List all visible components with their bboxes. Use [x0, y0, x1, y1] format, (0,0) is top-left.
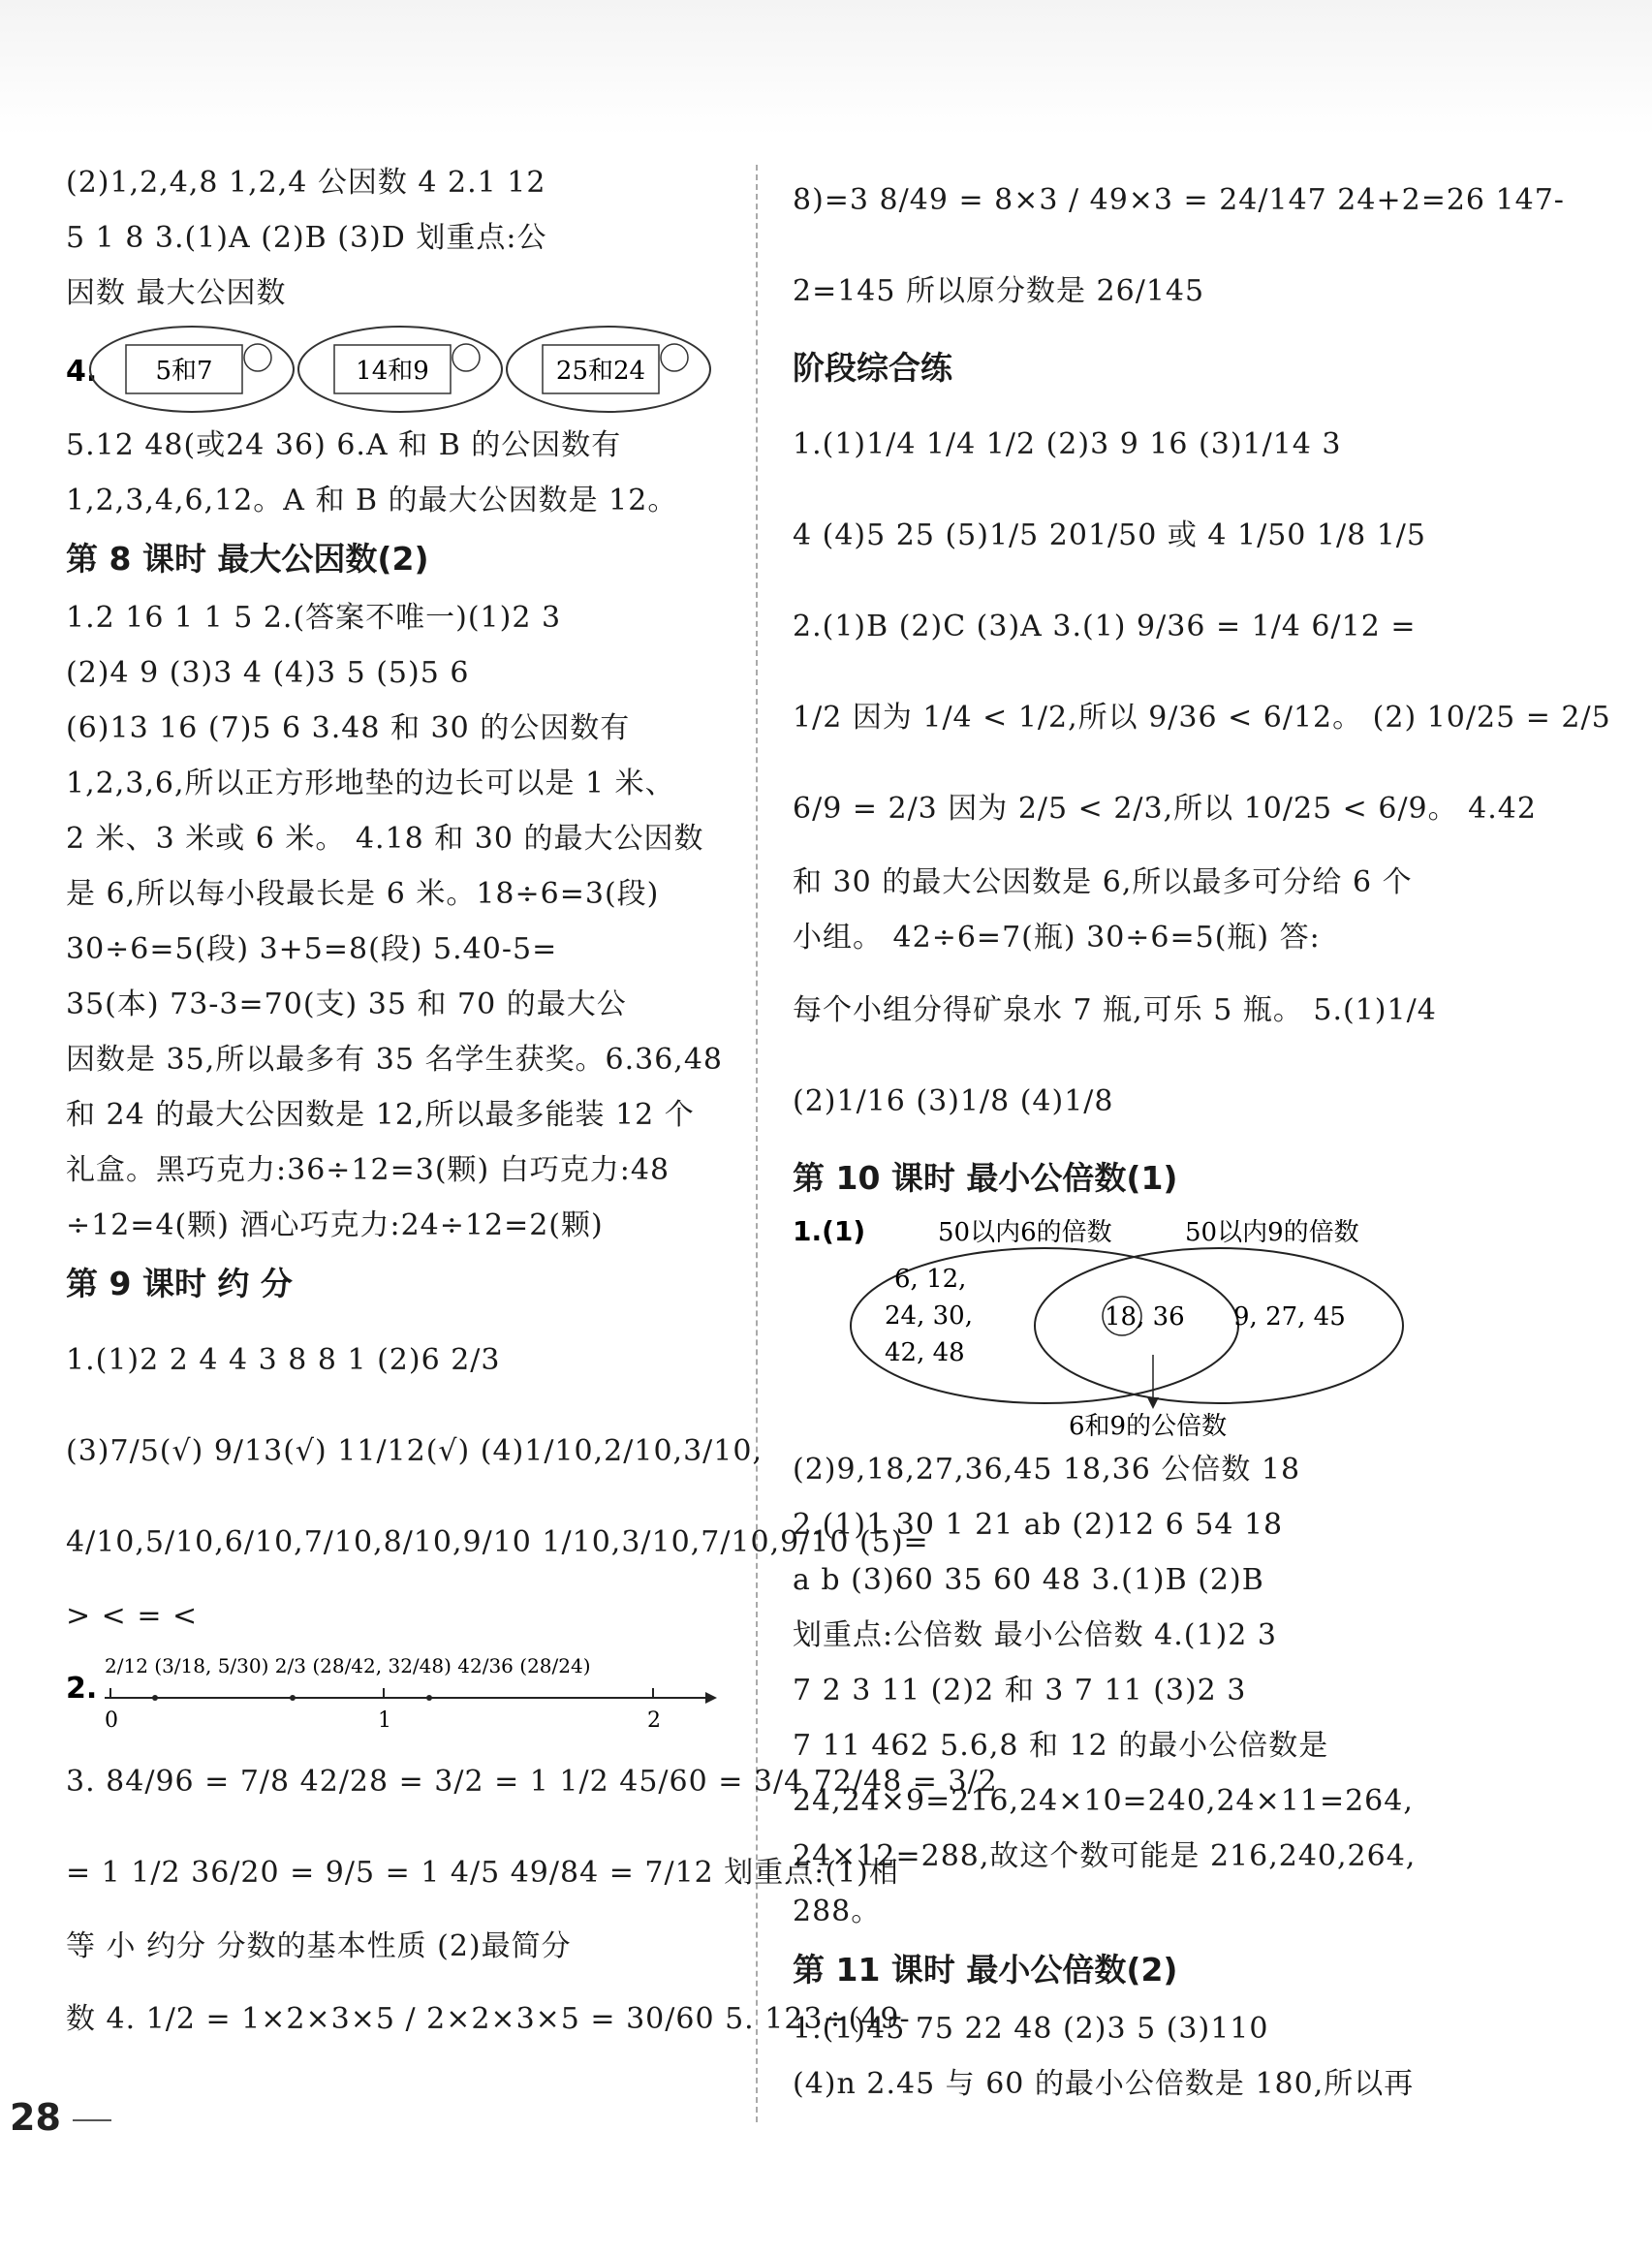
- text-line: 7 2 3 11 (2)2 和 3 7 11 (3)2 3: [793, 1674, 1247, 1708]
- text-line: 和 30 的最大公因数是 6,所以最多可分给 6 个: [793, 865, 1413, 899]
- section-8-title: 第 8 课时 最大公因数(2): [66, 540, 429, 578]
- text-line: (4)n 2.45 与 60 的最小公倍数是 180,所以再: [793, 2067, 1415, 2101]
- venn-right-item: 9, 27, 45: [1233, 1302, 1346, 1332]
- venn-right-title: 50以内9的倍数: [1185, 1218, 1359, 1247]
- page-number-dash: [73, 2119, 111, 2121]
- text-line: 礼盒。黑巧克力:36÷12=3(颗) 白巧克力:48: [66, 1153, 670, 1187]
- text-line: 1.(1)2 2 4 4 3 8 8 1 (2)6 2/3: [66, 1343, 501, 1377]
- text-line: 2 米、3 米或 6 米。 4.18 和 30 的最大公因数: [66, 822, 704, 856]
- page-number-text: 28: [10, 2096, 61, 2139]
- number-line-svg: [66, 1644, 725, 1737]
- text-line: (2)1/16 (3)1/8 (4)1/8: [793, 1084, 1114, 1118]
- venn-left-item: 42, 48: [885, 1338, 965, 1367]
- arrow-down-icon: [1147, 1397, 1159, 1409]
- text-line: 小组。 42÷6=7(瓶) 30÷6=5(瓶) 答:: [793, 921, 1321, 955]
- flower-icon: [244, 344, 271, 371]
- text-line: 1.(1)45 75 22 48 (2)3 5 (3)110: [793, 2012, 1269, 2046]
- venn-left-item: 24, 30,: [885, 1301, 973, 1331]
- number-line-label: 2.: [66, 1672, 98, 1706]
- text-line: 7 11 462 5.6,8 和 12 的最小公倍数是: [793, 1729, 1329, 1763]
- tick-label: 1: [378, 1708, 391, 1733]
- option-oval-2: [298, 327, 502, 412]
- venn-figure: [793, 1209, 1451, 1442]
- option-oval-3: [507, 327, 710, 412]
- text-line: 5.12 48(或24 36) 6.A 和 B 的公因数有: [66, 428, 622, 462]
- stage-title: 阶段综合练: [793, 349, 952, 387]
- text-line: 5 1 8 3.(1)A (2)B (3)D 划重点:公: [66, 221, 547, 255]
- text-line: > < = <: [66, 1599, 199, 1633]
- venn-left-title: 50以内6的倍数: [938, 1218, 1112, 1247]
- text-line: 数 4. 1/2 = 1×2×3×5 / 2×2×3×5 = 30/60 5. 123÷(49-: [66, 2002, 911, 2036]
- flower-icon: [452, 344, 480, 371]
- text-line: 6/9 = 2/3 因为 2/5 < 2/3,所以 10/25 < 6/9。 4.42: [793, 792, 1537, 826]
- text-line: 288。: [793, 1895, 882, 1928]
- venn-left-item: 6, 12,: [894, 1265, 967, 1294]
- text-line: 1.(1)1/4 1/4 1/2 (2)3 9 16 (3)1/14 3: [793, 427, 1342, 461]
- text-line: 和 24 的最大公因数是 12,所以最多能装 12 个: [66, 1098, 695, 1132]
- text-line: 2.(1)B (2)C (3)A 3.(1) 9/36 = 1/4 6/12 =: [793, 610, 1417, 643]
- text-line: 4/10,5/10,6/10,7/10,8/10,9/10 1/10,3/10,7/10,9/10 (5)=: [66, 1525, 929, 1559]
- option-text: 25和24: [555, 357, 646, 386]
- text-line: 24×12=288,故这个数可能是 216,240,264,: [793, 1839, 1417, 1873]
- option-text: 5和7: [155, 357, 213, 386]
- text-line: 1,2,3,4,6,12。A 和 B 的最大公因数是 12。: [66, 484, 678, 517]
- text-line: 35(本) 73-3=70(支) 35 和 70 的最大公: [66, 987, 627, 1021]
- text-line: ÷12=4(颗) 酒心巧克力:24÷12=2(颗): [66, 1208, 604, 1242]
- text-line: = 1 1/2 36/20 = 9/5 = 1 4/5 49/84 = 7/12 划重点:(1)相: [66, 1856, 899, 1890]
- text-line: (2)9,18,27,36,45 18,36 公倍数 18: [793, 1453, 1301, 1487]
- point-marker: [152, 1695, 158, 1701]
- q4-label: 4.: [66, 355, 98, 389]
- page-top-shadow: [0, 0, 1652, 136]
- text-line: 2.(1)1 30 1 21 ab (2)12 6 54 18: [793, 1508, 1284, 1542]
- text-line: 1.2 16 1 1 5 2.(答案不唯一)(1)2 3: [66, 601, 562, 635]
- text-line: (6)13 16 (7)5 6 3.48 和 30 的公因数有: [66, 711, 631, 745]
- section-10-title: 第 10 课时 最小公倍数(1): [793, 1159, 1178, 1197]
- text-line: 划重点:公倍数 最小公倍数 4.(1)2 3: [793, 1618, 1278, 1652]
- text-line: 因数 最大公因数: [66, 276, 287, 310]
- venn-intersection: 18, 36: [1105, 1302, 1185, 1332]
- point-marker: [426, 1695, 432, 1701]
- tick-label: 0: [105, 1708, 118, 1733]
- text-line: 1/2 因为 1/4 < 1/2,所以 9/36 < 6/12。 (2) 10/25 = 2/5: [793, 701, 1611, 735]
- venn-diagram: [793, 1209, 1451, 1442]
- venn-right-ellipse: [1035, 1248, 1403, 1403]
- number-line-figure: [66, 1644, 725, 1737]
- right-column: [793, 155, 1611, 2112]
- q4-options-figure: [66, 321, 725, 418]
- text-line: 4 (4)5 25 (5)1/5 201/50 或 4 1/50 1/8 1/5: [793, 518, 1427, 552]
- text-line: a b (3)60 35 60 48 3.(1)B (2)B: [793, 1563, 1264, 1597]
- text-line: 每个小组分得矿泉水 7 瓶,可乐 5 瓶。 5.(1)1/4: [793, 993, 1437, 1027]
- text-line: (3)7/5(√) 9/13(√) 11/12(√) (4)1/10,2/10,3/10,: [66, 1434, 763, 1468]
- venn-caption: 6和9的公倍数: [1069, 1412, 1228, 1441]
- point-marker: [290, 1695, 296, 1701]
- text-line: 2=145 所以原分数是 26/145: [793, 274, 1205, 308]
- arrow-icon: [705, 1692, 717, 1704]
- text-line: 24,24×9=216,24×10=240,24×11=264,: [793, 1784, 1414, 1818]
- text-line: 因数是 35,所以最多有 35 名学生获奖。6.36,48: [66, 1043, 723, 1077]
- option-oval-1: [90, 327, 294, 412]
- section-11-title: 第 11 课时 最小公倍数(2): [793, 1951, 1178, 1989]
- venn-label: 1.(1): [793, 1215, 866, 1247]
- ovals-figure: [66, 321, 725, 418]
- section-9-title: 第 9 课时 约 分: [66, 1265, 293, 1302]
- text-line: 1,2,3,6,所以正方形地垫的边长可以是 1 米、: [66, 767, 675, 800]
- number-line-top-labels: 2/12 (3/18, 5/30) 2/3 (28/42, 32/48) 42/36 (28/24): [105, 1654, 591, 1677]
- column-divider: [756, 165, 758, 2122]
- text-line: 30÷6=5(段) 3+5=8(段) 5.40-5=: [66, 932, 558, 966]
- flower-icon: [661, 344, 688, 371]
- text-line: (2)4 9 (3)3 4 (4)3 5 (5)5 6: [66, 656, 470, 690]
- text-line: 等 小 约分 分数的基本性质 (2)最简分: [66, 1929, 572, 1963]
- option-text: 14和9: [356, 357, 429, 386]
- text-line: 3. 84/96 = 7/8 42/28 = 3/2 = 1 1/2 45/60 = 3/4 72/48 = 3/2: [66, 1765, 998, 1799]
- text-line: 是 6,所以每小段最长是 6 米。18÷6=3(段): [66, 877, 660, 911]
- tick-label: 2: [647, 1708, 661, 1733]
- text-line: (2)1,2,4,8 1,2,4 公因数 4 2.1 12: [66, 166, 546, 200]
- text-line: 8)=3 8/49 = 8×3 / 49×3 = 24/147 24+2=26 147-: [793, 183, 1565, 217]
- page-number: [0, 2084, 145, 2151]
